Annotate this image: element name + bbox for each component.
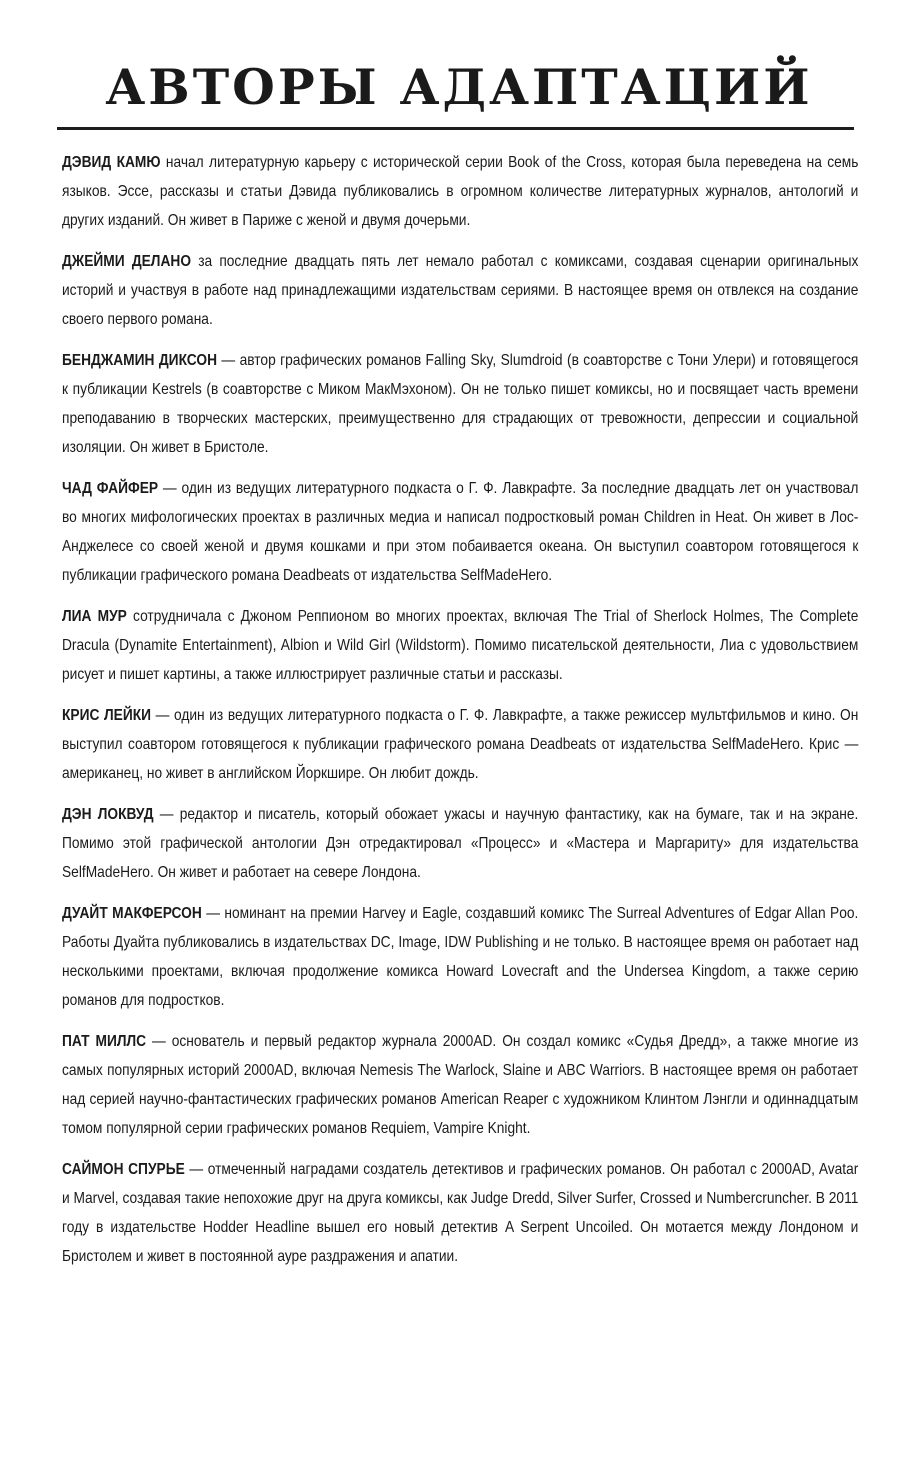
author-name: ДЖЕЙМИ ДЕЛАНО [62,253,192,270]
author-bio [62,247,858,334]
author-bio-text: сотрудничала с Джоном Реппионом во многих проектах, включая The Trial of Sherlock Holmes, The Complete Dracula (Dynamite Entertainment), Albion и Wild Girl (Wildstorm). Помимо писательской деятельности, Лиа с удовольствием рисует и пишет картины, а также иллюстрирует различные статьи и рассказы. [62,608,859,683]
author-name: КРИС ЛЕЙКИ [62,707,152,724]
author-bio-text: — номинант на премии Harvey и Eagle, создавший комикс The Surreal Adventures of Edgar Allan Poo. Работы Дуайта публиковались в издательствах DC, Image, IDW Publishing и не только. В настоящее время он работает над несколькими проектами, включая продолжение комикса Howard Lovecraft and the Undersea Kingdom, а также серию романов для подростков. [62,905,859,1009]
author-name: БЕНДЖАМИН ДИКСОН [62,352,218,369]
author-bio-text: — один из ведущих литературного подкаста о Г. Ф. Лавкрафте. За последние двадцать лет он участвовал во многих мифологических проектах в различных медиа и написал подростковый роман Children in Heat. Он живет в Лос-Анджелесе со своей женой и двумя кошками и при этом побаивается океана. Он выступил соавтором готовящегося к публикации графического романа Deadbeats от издательства SelfMadeHero. [62,480,859,584]
author-bio [62,899,858,1015]
author-name: ЧАД ФАЙФЕР [62,480,159,497]
author-name: ДУАЙТ МАКФЕРСОН [62,905,202,922]
author-name: ДЭН ЛОКВУД [62,806,154,823]
author-bio-text: — редактор и писатель, который обожает ужасы и научную фантастику, как на бумаге, так и на экране. Помимо этой графической антологии Дэн отредактировал «Процесс» и «Мастера и Маргариту» для издательства SelfMadeHero. Он живет и работает на севере Лондона. [62,806,859,881]
author-bio [62,148,858,235]
author-name: ДЭВИД КАМЮ [62,154,161,171]
page-title: АВТОРЫ АДАПТАЦИЙ [105,58,813,116]
author-bios [62,148,859,1283]
author-bio [62,701,858,788]
author-name: ЛИА МУР [62,608,127,625]
author-bio [62,1155,858,1271]
author-name: САЙМОН СПУРЬЕ [62,1161,185,1178]
author-bio-text: — автор графических романов Falling Sky, Slumdroid (в соавторстве с Тони Улери) и готовящегося к публикации Kestrels (в соавторстве с Миком МакМэхоном). Он не только пишет комиксы, но и посвящает часть времени преподаванию в творческих мастерских, преимущественно для страдающих от тревожности, депрессии и социальной изоляции. Он живет в Бристоле. [62,352,859,456]
author-bio [62,1027,858,1143]
author-bio-text: — отмеченный наградами создатель детективов и графических романов. Он работал с 2000AD, Avatar и Marvel, создавая такие непохожие друг на друга комиксы, как Judge Dredd, Silver Surfer, Crossed и Numbercruncher. В 2011 году в издательстве Hodder Headline вышел его новый детектив A Serpent Uncoiled. Он мотается между Лондоном и Бристолем и живет в постоянной ауре раздражения и апатии. [62,1161,859,1265]
author-bio-text: начал литературную карьеру с исторической серии Book of the Cross, которая была переведена на семь языков. Эссе, рассказы и статьи Дэвида публиковались в огромном количестве литературных журналов, антологий и других изданий. Он живет в Париже с женой и двумя дочерьми. [62,154,859,229]
title-divider [57,127,854,130]
author-bio-text: за последние двадцать пять лет немало работал с комиксами, создавая сценарии оригинальных историй и участвуя в работе над принадлежащими издательствам сериями. В настоящее время он отвлекся на создание своего первого романа. [62,253,859,328]
author-bio-text: — основатель и первый редактор журнала 2000AD. Он создал комикс «Судья Дредд», а также многие из самых популярных историй 2000AD, включая Nemesis The Warlock, Slaine и ABC Warriors. В настоящее время он работает над серией научно-фантастических графических романов American Reaper с художником Клинтом Лэнгли и одиннадцатым томом популярной серии графических романов Requiem, Vampire Knight. [62,1033,859,1137]
author-bio [62,474,858,590]
author-bio [62,800,858,887]
author-name: ПАТ МИЛЛС [62,1033,147,1050]
author-bio [62,602,858,689]
author-bio [62,346,858,462]
author-bio-text: — один из ведущих литературного подкаста о Г. Ф. Лавкрафте, а также режиссер мультфильмов и кино. Он выступил соавтором готовящегося к публикации графического романа Deadbeats от издательства SelfMadeHero. Крис — американец, но живет в английском Йоркшире. Он любит дождь. [62,707,859,782]
